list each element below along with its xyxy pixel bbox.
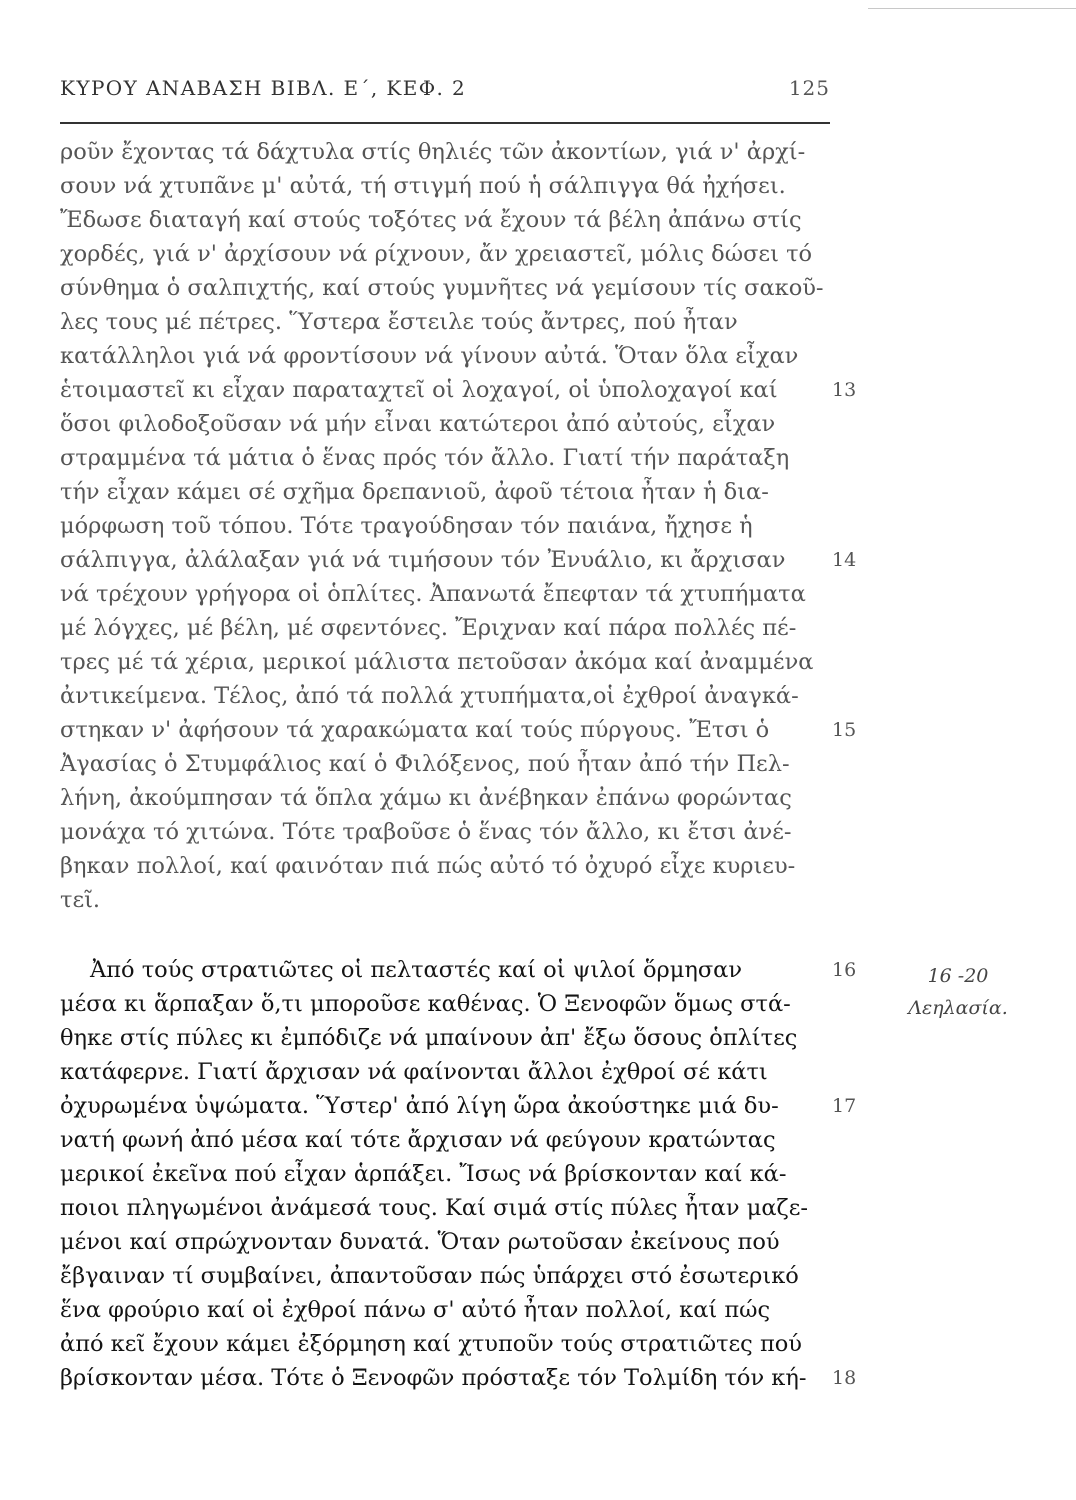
top-edge-rule (868, 8, 1076, 9)
section-number: 14 (832, 549, 857, 571)
text-line: ἑτοιμαστεῖ κι εἶχαν παραταχτεῖ οἱ λοχαγοί, οἱ ὑπολοχαγοί καί (60, 377, 778, 403)
text-line: σύνθημα ὁ σαλπιχτής, καί στούς γυμνῆτες νά γεμίσουν τίς σακοῦ- (60, 275, 824, 301)
text-line: κατάφερνε. Γιατί ἄρχισαν νά φαίνονται ἄλλοι ἐχθροί σέ κάτι (60, 1059, 768, 1085)
section-number: 17 (832, 1095, 857, 1117)
text-line: λήνη, ἀκούμπησαν τά ὅπλα χάμω κι ἀνέβηκαν ἐπάνω φορώντας (60, 785, 792, 811)
sidenote-title: Λεηλασία. (908, 997, 1008, 1019)
text-line: ὅσοι φιλοδοξοῦσαν νά μήν εἶναι κατώτεροι ἀπό αὐτούς, εἶχαν (60, 411, 776, 437)
text-line: ὀχυρωμένα ὑψώματα. Ὕστερ' ἀπό λίγη ὥρα ἀκούστηκε μιά δυ- (60, 1093, 779, 1119)
text-line: τήν εἶχαν κάμει σέ σχῆμα δρεπανιοῦ, ἀφοῦ τέτοια ἦταν ἡ δια- (60, 479, 769, 505)
text-line: σάλπιγγα, ἀλάλαξαν γιά νά τιμήσουν τόν Ἐνυάλιο, κι ἄρχισαν (60, 547, 786, 573)
text-line: Ἀγασίας ὁ Στυμφάλιος καί ὁ Φιλόξενος, πού ἦταν ἀπό τήν Πελ- (60, 751, 790, 777)
text-line: τρες μέ τά χέρια, μερικοί μάλιστα πετοῦσαν ἀκόμα καί ἀναμμένα (60, 649, 814, 675)
text-line: μέσα κι ἅρπαξαν ὅ,τι μποροῦσε καθένας. Ὁ Ξενοφῶν ὅμως στά- (60, 991, 791, 1017)
text-line: Ἔδωσε διαταγή καί στούς τοξότες νά ἔχουν τά βέλη ἀπάνω στίς (60, 207, 802, 233)
running-head: ΚΥΡΟΥ ΑΝΑΒΑΣΗ ΒΙΒΛ. Ε΄, ΚΕΦ. 2 (60, 76, 467, 100)
text-line: στηκαν ν' ἀφήσουν τά χαρακώματα καί τούς πύργους. Ἔτσι ὁ (60, 717, 770, 743)
text-line: νά τρέχουν γρήγορα οἱ ὁπλίτες. Ἀπανωτά ἔπεφταν τά χτυπήματα (60, 581, 806, 607)
text-line: λες τους μέ πέτρες. Ὕστερα ἔστειλε τούς ἄντρες, πού ἦταν (60, 309, 738, 335)
sidenote-range: 16 -20 (927, 965, 989, 987)
header-rule (60, 122, 830, 124)
text-line: ἔβγαιναν τί συμβαίνει, ἀπαντοῦσαν πώς ὑπάρχει στό ἐσωτερικό (60, 1263, 799, 1289)
text-line: τεῖ. (60, 887, 101, 913)
page-number: 125 (788, 76, 830, 100)
section-number: 16 (832, 959, 857, 981)
text-line: βηκαν πολλοί, καί φαινόταν πιά πώς αὐτό τό ὀχυρό εἶχε κυριευ- (60, 853, 796, 879)
section-number: 18 (832, 1367, 857, 1389)
text-line: στραμμένα τά μάτια ὁ ἕνας πρός τόν ἄλλο. Γιατί τήν παράταξη (60, 445, 790, 471)
text-line: χορδές, γιά ν' ἀρχίσουν νά ρίχνουν, ἄν χρειαστεῖ, μόλις δώσει τό (60, 241, 813, 267)
text-line: ἀπό κεῖ ἔχουν κάμει ἐξόρμηση καί χτυποῦν τούς στρατιῶτες πού (60, 1331, 802, 1357)
text-line: Ἀπό τούς στρατιῶτες οἱ πελταστές καί οἱ ψιλοί ὅρμησαν (90, 957, 743, 983)
section-number: 15 (832, 719, 857, 741)
text-line: νατή φωνή ἀπό μέσα καί τότε ἄρχισαν νά φεύγουν κρατώντας (60, 1127, 776, 1153)
text-line: σουν νά χτυπᾶνε μ' αὐτά, τή στιγμή πού ἡ σάλπιγγα θά ἠχήσει. (60, 173, 786, 199)
text-line: θηκε στίς πύλες κι ἐμπόδιζε νά μπαίνουν ἀπ' ἔξω ὅσους ὁπλίτες (60, 1025, 798, 1051)
text-line: ἀντικείμενα. Τέλος, ἀπό τά πολλά χτυπήματα,οἱ ἐχθροί ἀναγκά- (60, 683, 799, 709)
text-line: μονάχα τό χιτώνα. Τότε τραβοῦσε ὁ ἕνας τόν ἄλλο, κι ἔτσι ἀνέ- (60, 819, 792, 845)
section-number: 13 (832, 379, 857, 401)
text-line: ποιοι πληγωμένοι ἀνάμεσά τους. Καί σιμά στίς πύλες ἦταν μαζε- (60, 1195, 808, 1221)
text-line: ἕνα φρούριο καί οἱ ἐχθροί πάνω σ' αὐτό ἦταν πολλοί, καί πώς (60, 1297, 771, 1323)
text-line: κατάλληλοι γιά νά φροντίσουν νά γίνουν αὐτά. Ὅταν ὅλα εἶχαν (60, 343, 799, 369)
text-line: μέ λόγχες, μέ βέλη, μέ σφεντόνες. Ἔριχναν καί πάρα πολλές πέ- (60, 615, 797, 641)
text-line: μόρφωση τοῦ τόπου. Τότε τραγούδησαν τόν παιάνα, ἤχησε ἡ (60, 513, 753, 539)
text-line: ροῦν ἔχοντας τά δάχτυλα στίς θηλιές τῶν ἀκοντίων, γιά ν' ἀρχί- (60, 139, 806, 165)
text-line: βρίσκονταν μέσα. Τότε ὁ Ξενοφῶν πρόσταξε τόν Τολμίδη τόν κή- (60, 1365, 807, 1391)
text-line: μένοι καί σπρώχνονταν δυνατά. Ὅταν ρωτοῦσαν ἐκείνους πού (60, 1229, 780, 1255)
page-header (60, 76, 830, 108)
text-line: μερικοί ἐκεῖνα πού εἶχαν ἁρπάξει. Ἴσως νά βρίσκονταν καί κά- (60, 1161, 787, 1187)
